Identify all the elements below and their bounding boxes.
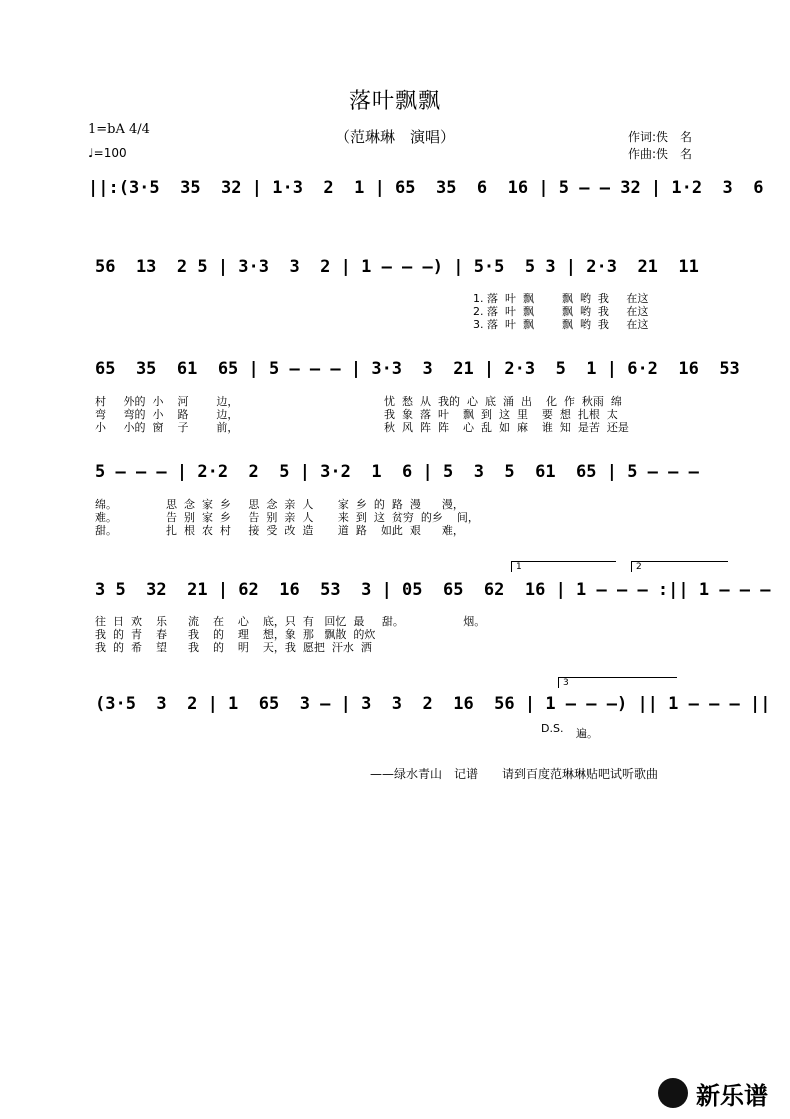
song-title: 落叶飘飘 (348, 89, 441, 114)
lyric-line: 2. 落 叶 飘 飘 哟 我 在这 (473, 305, 649, 318)
composer-credit: 作曲:佚 名 (628, 147, 693, 161)
lyric-line: 3. 落 叶 飘 飘 哟 我 在这 (473, 318, 649, 331)
lyric-line: 小 小的 窗 子 前， 秋 风 阵 阵 心 乱 如 麻 谁 知 是苦 还是 (95, 421, 629, 434)
lyric-line: 往 日 欢 乐 流 在 心 底，只 有 回忆 最 甜。 烟。 (95, 615, 486, 628)
disc-icon (658, 1078, 688, 1108)
notation-text: 65 35 61 65 | 5 — — — | 3·3 3 21 | 2·3 5 1 | 6·2 16 53 (95, 359, 740, 379)
notation-line (0, 694, 790, 724)
lyric-line: 村 外的 小 河 边， 忧 愁 从 我的 心 底 涌 出 化 作 秋雨 绵 (95, 395, 622, 408)
lyric-line: 绵。 思 念 家 乡 思 念 亲 人 家 乡 的 路 漫 漫， (95, 498, 464, 511)
lyric-line: 弯 弯的 小 路 边， 我 象 落 叶 飘 到 这 里 要 想 扎根 太 (95, 408, 618, 421)
notation-text: 3 5 32 21 | 62 16 53 3 | 05 65 62 16 | 1 — — — :|| 1 — — — (95, 580, 771, 600)
lyric-line: 难。 告 别 家 乡 告 别 亲 人 来 到 这 贫穷 的乡 间， (95, 511, 479, 524)
key-signature: 1=bA 4/4 (88, 122, 150, 137)
score-row-1 (0, 178, 790, 212)
transcriber-footer: ——绿水青山 记谱 请到百度范琳琳贴吧试听歌曲 (370, 767, 659, 781)
notation-text: ||:(3·5 35 32 | 1·3 2 1 | 65 35 6 16 | 5 — — 32 | 1·2 3 6 (88, 178, 764, 198)
notation-line (0, 580, 790, 610)
score-row-2 (0, 257, 790, 291)
score-row-5 (0, 580, 790, 614)
volta-bracket-1: 1 (511, 561, 616, 572)
ds-marking: D.S. 遍。 (541, 722, 598, 740)
score-row-4 (0, 462, 790, 496)
notation-line (0, 359, 790, 389)
lyric-line: 我 的 青 春 我 的 理 想，象 那 飘散 的炊 (95, 628, 376, 641)
volta-bracket-3: 3 (558, 677, 677, 688)
site-logo[interactable]: 新乐谱 (696, 1082, 768, 1110)
notation-text: (3·5 3 2 | 1 65 3 — | 3 3 2 16 56 | 1 — — —) || 1 — — — || (95, 694, 771, 714)
lyric-line: 1. 落 叶 飘 飘 哟 我 在这 (473, 292, 649, 305)
performer-subtitle: （范琳琳 演唱） (334, 128, 455, 146)
lyric-line: 我 的 希 望 我 的 明 天，我 愿把 汗水 洒 (95, 641, 372, 654)
notation-text: 5 — — — | 2·2 2 5 | 3·2 1 6 | 5 3 5 61 65 | 5 — — — (95, 462, 699, 482)
lyricist-credit: 作词:佚 名 (628, 130, 693, 144)
score-row-3 (0, 359, 790, 393)
notation-line (0, 257, 790, 287)
lyric-line: 甜。 扎 根 农 村 接 受 改 造 道 路 如此 艰 难， (95, 524, 464, 537)
notation-text: 56 13 2 5 | 3·3 3 2 | 1 — — —) | 5·5 5 3 | 2·3 21 11 (95, 257, 699, 277)
tempo-marking: ♩=100 (88, 146, 127, 160)
notation-line (0, 178, 790, 208)
volta-bracket-2: 2 (631, 561, 728, 572)
notation-line (0, 462, 790, 492)
